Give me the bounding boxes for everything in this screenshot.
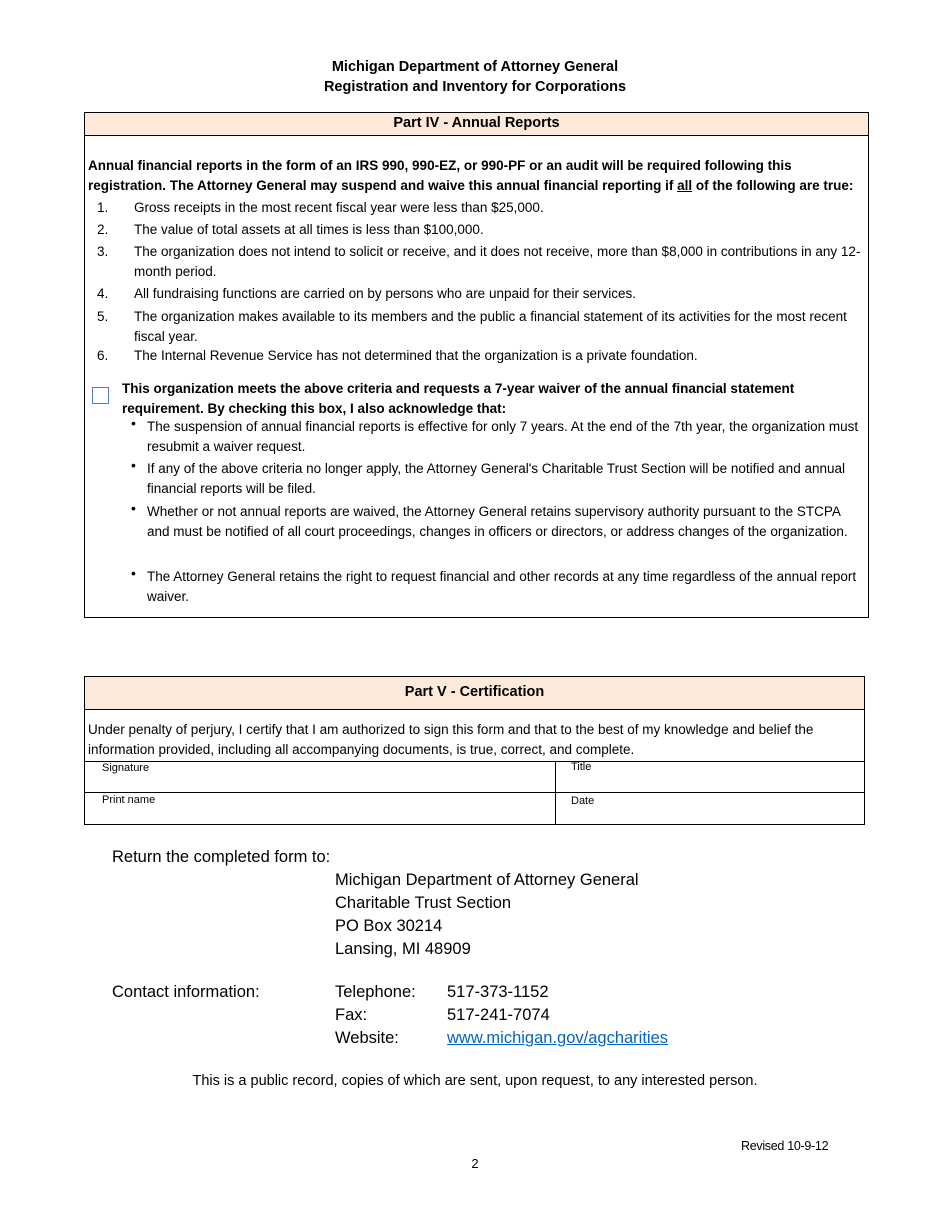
part4-intro: Annual financial reports in the form of an IRS 990, 990-EZ, or 990-PF or an audit will be required following this registration. The Attorney General may suspend and waive this annual financial reporting if all of the following are true: (88, 158, 854, 193)
part5-title: Part V - Certification (85, 677, 864, 710)
waiver-checkbox[interactable] (92, 387, 109, 404)
part4-title: Part IV - Annual Reports (85, 113, 868, 136)
page-number: 2 (471, 1156, 479, 1171)
waiver-request-text: This organization meets the above criteria and requests a 7-year waiver of the annual financial statement requirement. By checking this box, I also acknowledge that: (122, 381, 795, 416)
public-record-notice: This is a public record, copies of which are sent, upon request, to any interested person. (192, 1073, 758, 1089)
form-title: Registration and Inventory for Corporations (323, 79, 627, 95)
telephone-value: 517-373-1152 (447, 983, 549, 1001)
certification-statement: Under penalty of perjury, I certify that I am authorized to sign this form and that to the best of my knowledge and belief the information provided, including all accompanying documents, is true, correct, and complete. (88, 722, 814, 757)
revision-date: Revised 10-9-12 (741, 1139, 829, 1153)
address-line: Charitable Trust Section (335, 894, 512, 912)
title-field[interactable] (556, 762, 864, 792)
fax-label: Fax: (335, 1006, 368, 1024)
part5-section (84, 676, 865, 825)
telephone-label: Telephone: (335, 983, 416, 1001)
date-label: Date (571, 795, 595, 807)
website-link[interactable]: www.michigan.gov/agcharities (447, 1029, 669, 1047)
address-line: Lansing, MI 48909 (335, 940, 471, 958)
bullet-icon: • (131, 415, 136, 431)
title-label: Title (571, 761, 592, 773)
form-agency-title: Michigan Department of Attorney General (331, 59, 619, 75)
website-label: Website: (335, 1029, 399, 1047)
bullet-icon: • (131, 565, 136, 581)
contact-label: Contact information: (112, 983, 260, 1001)
part4-section: Part IV - Annual Reports Annual financial reports in the form of an IRS 990, 990-EZ, or 990-PF or an audit will be required following this registration. The Attorney General may suspend and waive this annual financial reporting if all of the following are true: 1. Gross receipts in the most recent fiscal year were less than $25,000. 2. The value of total assets at all times is less than $100,000. 3. The organization does not intend to solicit or receive, and it does not receive, more than $8,000 in contributions in any 12-month period. 4. All fundraising functions are carried on by persons who are unpaid for their services. 5. The organization makes available to its members and the public a financial statement of its activities for the most recent fiscal year. 6. The Internal Revenue Service has not determined that the organization is a private foundation. This organization meets the above criteria and requests a 7-year waiver of the annual financial statement requirement. By checking this box, I also acknowledge that: • The suspension of annual financial reports is effective for only 7 years. At the end of the 7th year, the organization must resubmit a waiver request. • If any of the above criteria no longer apply, the Attorney General's Charitable Trust Section will be notified and annual financial reports will be filed. • Whether or not annual reports are waived, the Attorney General retains supervisory authority pursuant to the STCPA and must be notified of all court proceedings, changes in officers or directors, or address changes of the organization. • The Attorney General retains the right to request financial and other records at any time regardless of the annual report waiver. (84, 112, 869, 618)
fax-value: 517-241-7074 (447, 1006, 550, 1024)
return-label: Return the completed form to: (112, 848, 331, 866)
bullet-icon: • (131, 500, 136, 516)
signature-field[interactable] (85, 762, 555, 792)
signature-label: Signature (102, 762, 150, 774)
bullet-icon: • (131, 457, 136, 473)
address-line: Michigan Department of Attorney General (335, 871, 639, 889)
print-name-label: Print name (102, 794, 156, 806)
address-line: PO Box 30214 (335, 917, 443, 935)
date-field[interactable] (556, 793, 864, 824)
print-name-field[interactable] (85, 793, 555, 824)
